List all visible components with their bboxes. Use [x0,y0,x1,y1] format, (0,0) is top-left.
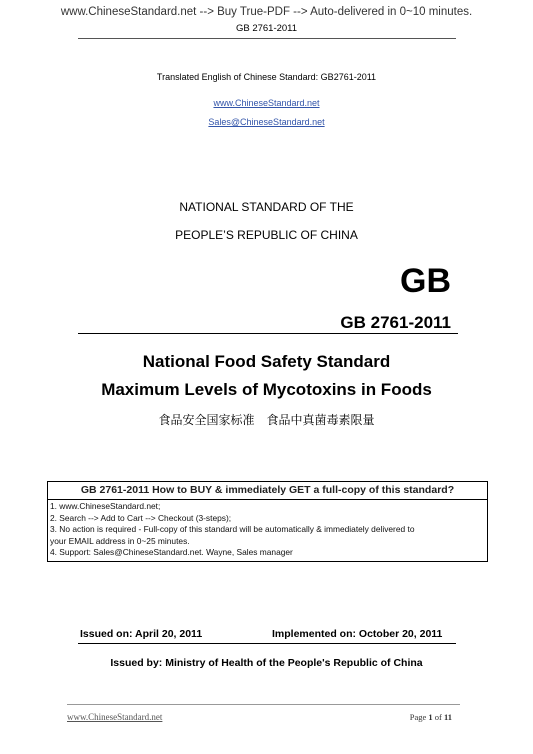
title-line1: National Food Safety Standard [142,352,391,371]
buy-step-4[interactable]: 4. Support: Sales@ChineseStandard.net. Wayne, Sales manager [50,547,293,558]
buy-step-3: 3. No action is required - Full-copy of this standard will be automatically & immediately delivered to [50,524,415,535]
site-link-wrapper [0,93,533,111]
national-standard-line1: NATIONAL STANDARD OF THE [179,200,354,214]
header-standard-code: GB 2761-2011 [235,23,298,34]
top-banner[interactable]: www.ChineseStandard.net --> Buy True-PDF --> Auto-delivered in 0~10 minutes. [60,6,473,18]
page-indicator [410,712,452,722]
title-divider [78,333,458,334]
buy-step-3-cont: your EMAIL address in 0~25 minutes. [50,535,190,546]
page-current: 1 [428,712,433,722]
gb-number: GB 2761-2011 [340,313,451,332]
buy-step-1[interactable]: 1. www.ChineseStandard.net; [50,501,161,511]
gb-mark: GB [400,262,451,300]
buy-steps-list [50,501,414,559]
national-standard-line2: PEOPLE’S REPUBLIC OF CHINA [175,228,358,242]
header-divider [78,38,456,39]
dates-divider [78,643,456,644]
email-link[interactable]: Sales@ChineseStandard.net [208,117,325,127]
translated-note: Translated English of Chinese Standard: GB2761-2011 [156,72,377,82]
email-link-wrapper [0,112,533,130]
buy-box-heading: GB 2761-2011 How to BUY & immediately GET a full-copy of this standard? [80,484,455,496]
footer-divider [67,704,460,705]
issued-date: Issued on: April 20, 2011 [80,628,203,640]
title-line2: Maximum Levels of Mycotoxins in Foods [101,380,432,399]
issuer: Issued by: Ministry of Health of the People's Republic of China [110,657,423,669]
footer-site-link[interactable]: www.ChineseStandard.net [67,712,163,722]
buy-box-divider [48,499,487,500]
page-of: of [434,712,442,722]
buy-instructions-box [47,481,488,562]
page-label: Page [409,712,427,722]
implemented-date: Implemented on: October 20, 2011 [272,628,443,640]
title-chinese: 食品安全国家标准 食品中真菌毒素限量 [158,413,375,427]
buy-step-2: 2. Search --> Add to Cart --> Checkout (3-steps); [50,512,232,523]
page-total: 11 [443,712,452,722]
site-link[interactable]: www.ChineseStandard.net [213,98,320,108]
